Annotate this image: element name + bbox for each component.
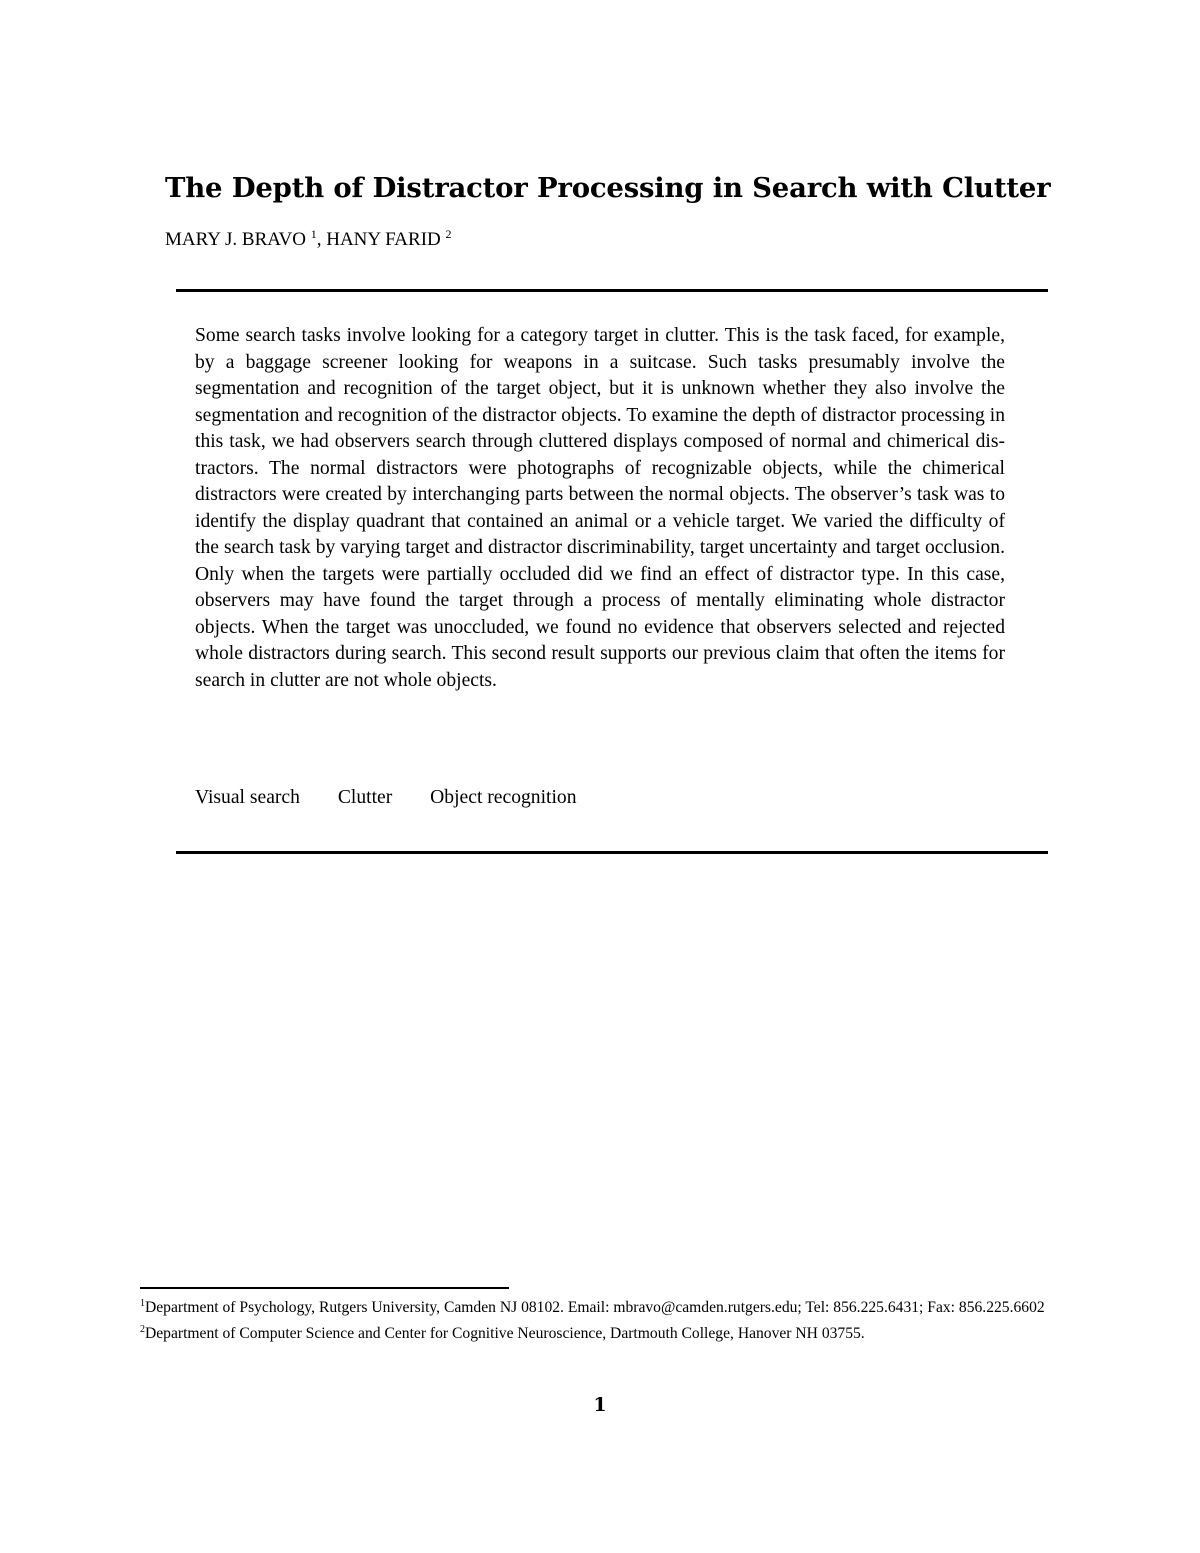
footnote [140, 1293, 1059, 1319]
author-affiliation-mark: 1 [310, 227, 317, 241]
footnote [140, 1319, 1059, 1345]
footnote-text: Department of Psychology, Rutgers University, Camden NJ 08102. Email: mbravo@camden.rutgers.edu; Tel: 856.225.6431; Fax: 856.225.6602 [145, 1299, 1045, 1316]
footnote-rule [140, 1287, 509, 1289]
abstract-top-rule [176, 289, 1048, 292]
paper-title: The Depth of Distractor Processing in Search with Clutter [165, 172, 1051, 205]
keyword: Visual search [195, 787, 300, 808]
page-number: 1 [593, 1394, 607, 1416]
author-name: MARY J. BRAVO [165, 229, 306, 250]
author-separator: , [316, 229, 327, 250]
abstract-bottom-rule [176, 851, 1048, 854]
footnote-mark: 2 [140, 1324, 145, 1335]
author-affiliation-mark: 2 [445, 227, 452, 241]
footnotes [140, 1293, 1059, 1345]
keyword: Object recognition [430, 787, 577, 808]
keyword: Clutter [337, 787, 393, 808]
footnote-mark: 1 [140, 1298, 145, 1309]
author-line [165, 222, 452, 252]
abstract-text: Some search tasks involve looking for a category target in clutter. This is the task faced, for example, by a baggage screener looking for weapons in a suitcase. Such tasks presumably involve the segmentation and recognition of the target object, but it is unknown whether they also involve the segmentation and recognition of the distractor objects. To examine the depth of distractor processing in this task, we had observers search through cluttered displays composed of normal and chimerical distractors. The normal distractors were photographs of recognizable objects, while the chimerical distractors were created by interchanging parts between the normal objects. The observer’s task was to identify the display quadrant that contained an animal or a vehicle target. We varied the difficulty of the search task by varying target and distractor discriminability, target uncertainty and target occlusion. Only when the targets were partially occluded did we find an effect of distractor type. In this case, observers may have found the target through a process of mentally eliminating whole distractor objects. When the target was unoccluded, we found no evidence that observers selected and rejected whole distractors during search. This second result supports our previous claim that often the items for search in clutter are not whole objects. [195, 325, 1005, 691]
author-name: HANY FARID [326, 229, 441, 250]
footnote-text: Department of Computer Science and Center for Cognitive Neuroscience, Dartmouth College, Hanover NH 03755. [145, 1325, 865, 1342]
keywords-list [195, 785, 610, 811]
